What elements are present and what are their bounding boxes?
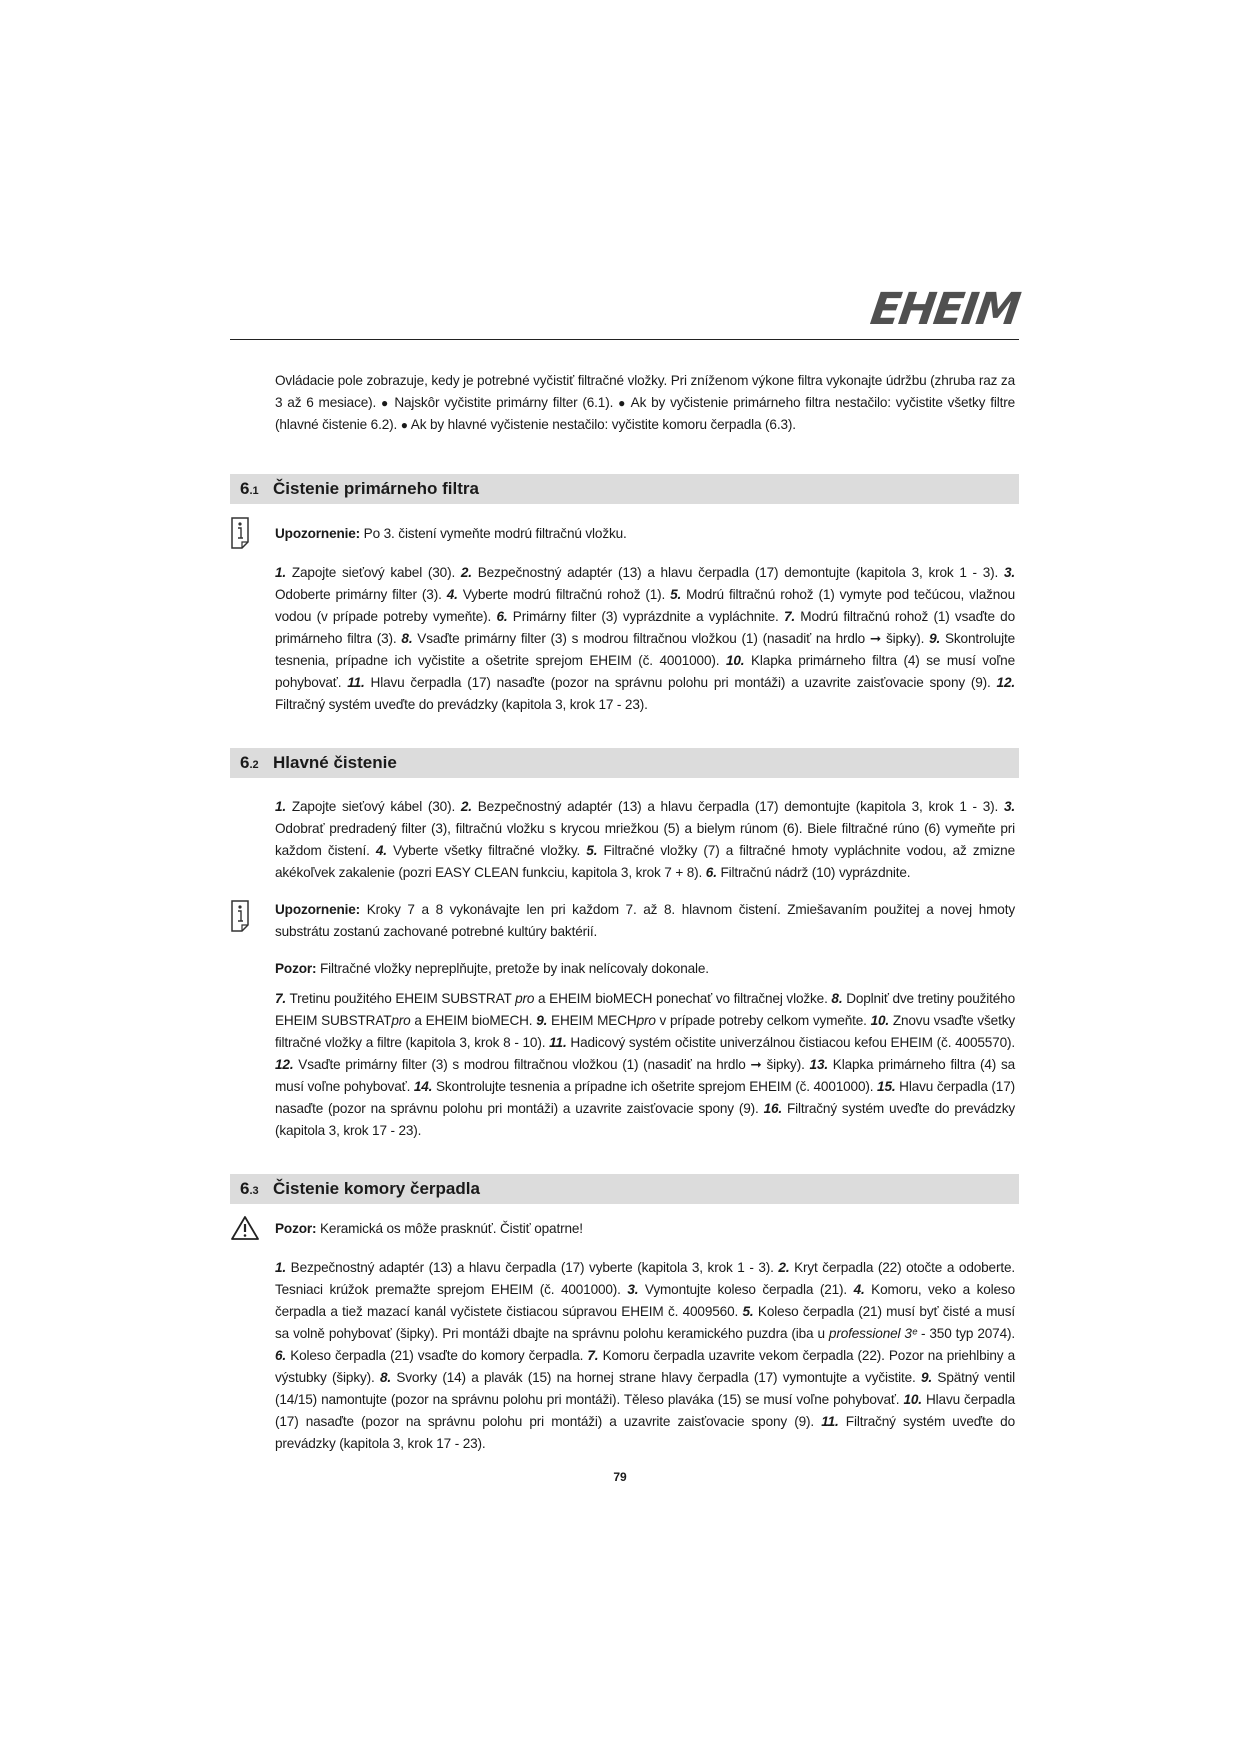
step: 10. Klapka primárneho filtra (4) se musí voľne pohybovať. bbox=[275, 653, 1015, 690]
step: 1. Zapojte sieťový kabel (30). bbox=[275, 565, 461, 580]
step: 4. Vyberte modrú filtračnú rohož (1). bbox=[446, 587, 671, 602]
step: 10. Znovu vsaďte všetky filtračné vložky a filtre (kapitola 3, krok 8 - 10). bbox=[275, 1013, 1016, 1050]
section-heading-6-1 bbox=[230, 474, 1019, 504]
step: 8. Svorky (14) a plavák (15) na hornej strane hlavy čerpadla (17) vymontujte a vyčistite. bbox=[379, 1370, 922, 1385]
warning-triangle-icon bbox=[230, 1215, 260, 1241]
step: 5. Modrú filtračnú rohož (1) vymyte pod tečúcou, vlažnou vodou (v prípade potreby vymeňte). bbox=[275, 587, 1015, 624]
step: 5. Koleso čerpadla (21) musí byť čisté a musí sa volně pohybovať (šipky). Pri montáži dbajte na správnu polohu keramického puzdra (iba u professionel 3ᵉ - 350 typ 2074). bbox=[275, 1304, 1015, 1341]
step: 11. Hadicový systém očistite univerzálnou čistiacou kefou EHEIM (č. 4005570). bbox=[549, 1035, 1015, 1050]
note-6-2: Upozornenie: Kroky 7 a 8 vykonávajte len pri každom 7. až 8. hlavnom čistení. Zmiešavaním použitej a novej hmoty substrátu zostanú zachované potrebné kultúry baktérií. bbox=[275, 902, 1015, 939]
step: 13. Klapka primárneho filtra (4) sa musí voľne pohybovať. bbox=[275, 1057, 1016, 1094]
step: 6. Primárny filter (3) vyprázdnite a vypláchnite. bbox=[496, 609, 784, 624]
step: 8. Vsaďte primárny filter (3) s modrou filtračnou vložkou (1) (nasadiť na hrdlo ➞ šipky). bbox=[401, 631, 930, 646]
step: 9. Spätný ventil (14/15) namontujte (pozor na správnu polohu pri montáži). Těleso plaváka (15) se musí voľne pohybovať. bbox=[275, 1370, 1015, 1407]
step: 2. Kryt čerpadla (22) otočte a odoberte. Tesniaci krúžok premažte sprejom EHEIM (č. 4001000). bbox=[275, 1260, 1016, 1297]
step: 6. Filtračnú nádrž (10) vyprázdnite. bbox=[705, 865, 911, 880]
step: 3. Odoberte primárny filter (3). bbox=[275, 565, 1015, 602]
intro-paragraph: Ovládacie pole zobrazuje, kedy je potrebné vyčistiť filtračné vložky. Pri zníženom výkone filtra vykonajte údržbu (zhruba raz za 3 až 6 mesiace). ● Najskôr vyčistite primárny filter (6.1). ● Ak by vyčistenie primárneho filtra nestačilo: vyčistite všetky filtre (hlavné čistenie 6.2). ● Ak by hlavné vyčistenie nestačilo: vyčistite komoru čerpadla (6.3). bbox=[275, 373, 1015, 432]
step: 10. Hlavu čerpadla (17) nasaďte (pozor na správnu polohu pri montáži) a uzavrite zaisťovacie spony (9). bbox=[275, 1392, 1015, 1429]
step: 4. Komoru, veko a koleso čerpadla a tiež mazací kanál vyčistete čistiacou súpravou EHEIM č. 4009560. bbox=[275, 1282, 1015, 1319]
step: 12. Filtračný systém uveďte do prevádzky (kapitola 3, krok 17 - 23). bbox=[275, 675, 1015, 712]
steps-6-2-a bbox=[275, 796, 1015, 884]
section-heading-6-3 bbox=[230, 1174, 1019, 1204]
step: 3. Odobrať predradený filter (3), filtračnú vložku s krycou mriežkou (5) a bielym rúnom (6). Biele filtračné rúno (6) vymeňte pri každom čistení. bbox=[275, 799, 1015, 858]
step: 7. Modrú filtračnú rohož (1) vsaďte do primárneho filtra (3). bbox=[275, 609, 1015, 646]
bullet-icon: ● bbox=[381, 396, 390, 410]
step: 5. Filtračné vložky (7) a filtračné hmoty vypláchnite vodou, až zmizne akékoľvek zakalenie (pozri EASY CLEAN funkciu, kapitola 3, krok 7 + 8). bbox=[275, 843, 1015, 880]
step: 16. Filtračný systém uveďte do prevádzky (kapitola 3, krok 17 - 23). bbox=[275, 1101, 1015, 1138]
step: 12. Vsaďte primárny filter (3) s modrou filtračnou vložkou (1) (nasadiť na hrdlo ➞ šipky). bbox=[275, 1057, 810, 1072]
step: 2. Bezpečnostný adaptér (13) a hlavu čerpadla (17) demontujte (kapitola 3, krok 1 - 3). bbox=[460, 565, 1004, 580]
steps-6-3 bbox=[275, 1257, 1015, 1455]
page-number: 79 bbox=[613, 1470, 627, 1484]
info-note-icon bbox=[230, 516, 250, 550]
step: 6. Koleso čerpadla (21) vsaďte do komory čerpadla. bbox=[275, 1348, 588, 1363]
step: 1. Bezpečnostný adaptér (13) a hlavu čerpadla (17) vyberte (kapitola 3, krok 1 - 3). bbox=[275, 1260, 779, 1275]
info-note-icon bbox=[230, 899, 250, 933]
step: 11. Filtračný systém uveďte do prevádzky (kapitola 3, krok 17 - 23). bbox=[275, 1414, 1016, 1451]
warning-6-2: Pozor: Filtračné vložky nepreplňujte, pretože by inak nelícovaly dokonale. bbox=[275, 961, 709, 976]
note-6-1: Upozornenie: Po 3. čistení vymeňte modrú filtračnú vložku. bbox=[275, 526, 627, 541]
section-number: 6.2 bbox=[240, 753, 259, 772]
step: 7. Tretinu použitého EHEIM SUBSTRAT pro a EHEIM bioMECH ponechať vo filtračnej vložke. bbox=[275, 991, 832, 1006]
step: 2. Bezpečnostný adaptér (13) a hlavu čerpadla (17) demontujte (kapitola 3, krok 1 - 3). bbox=[460, 799, 1004, 814]
step: 1. Zapojte sieťový kábel (30). bbox=[275, 799, 461, 814]
step: 15. Hlavu čerpadla (17) nasaďte (pozor na správnu polohu pri montáži) a uzavrite zaisťovacie spony (9). bbox=[275, 1079, 1015, 1116]
eheim-logo bbox=[866, 284, 1022, 335]
section-number: 6.3 bbox=[240, 1179, 259, 1198]
step: 4. Vyberte všetky filtračné vložky. bbox=[375, 843, 587, 858]
section-title: Čistenie primárneho filtra bbox=[273, 479, 479, 498]
step: 3. Vymontujte koleso čerpadla (21). bbox=[627, 1282, 854, 1297]
bullet-icon: ● bbox=[618, 396, 627, 410]
bullet-icon: ● bbox=[400, 418, 408, 432]
step: 11. Hlavu čerpadla (17) nasaďte (pozor na správnu polohu pri montáži) a uzavrite zaisťovacie spony (9). bbox=[347, 675, 997, 690]
steps-6-2-b bbox=[275, 988, 1015, 1142]
step: 14. Skontrolujte tesnenia a prípadne ich ošetrite sprejom EHEIM (č. 4001000). bbox=[413, 1079, 878, 1094]
section-heading-6-2 bbox=[230, 748, 1019, 778]
section-title: Čistenie komory čerpadla bbox=[273, 1179, 480, 1198]
logo-text: EHEIM bbox=[867, 284, 1022, 335]
steps-6-1 bbox=[275, 562, 1015, 716]
step: 9. EHEIM MECHpro v prípade potreby celkom vymeňte. bbox=[536, 1013, 871, 1028]
section-number: 6.1 bbox=[240, 479, 259, 498]
step: 7. Komoru čerpadla uzavrite vekom čerpadla (22). Pozor na priehlbiny a výstubky (šipky). bbox=[275, 1348, 1015, 1385]
step: 9. Skontrolujte tesnenia, prípadne ich vyčistite a ošetrite sprejom EHEIM (č. 4001000). bbox=[275, 631, 1015, 668]
warning-6-3: Pozor: Keramická os môže prasknúť. Čistiť opatrne! bbox=[275, 1221, 583, 1236]
step: 8. Doplniť dve tretiny použitého EHEIM SUBSTRATpro a EHEIM bioMECH. bbox=[275, 991, 1015, 1028]
section-title: Hlavné čistenie bbox=[273, 753, 397, 772]
header-rule bbox=[230, 339, 1019, 340]
